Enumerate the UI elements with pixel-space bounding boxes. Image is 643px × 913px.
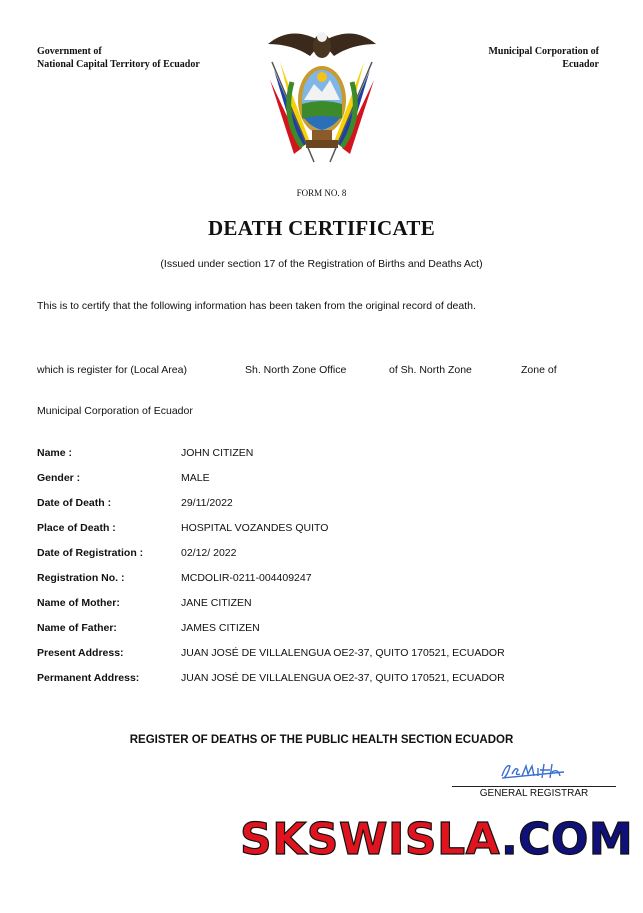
certify-text: This is to certify that the following information has been taken from the original record of death.	[37, 300, 476, 312]
field-label-gender: Gender :	[37, 472, 81, 484]
field-label-date-of-registration: Date of Registration :	[37, 547, 144, 559]
register-local-area: which is register for (Local Area)	[37, 364, 187, 376]
header-government-line1: Government of	[37, 46, 102, 57]
field-label-registration-no: Registration No. :	[37, 572, 125, 584]
header-municipal-line2: Ecuador	[562, 59, 599, 70]
register-zone-office: Sh. North Zone Office	[245, 364, 347, 376]
field-value-date-of-death: 29/11/2022	[181, 497, 233, 509]
field-label-permanent-address: Permanent Address:	[37, 672, 140, 684]
general-registrar-label: GENERAL REGISTRAR	[479, 788, 589, 799]
field-value-permanent-address: JUAN JOSÉ DE VILLALENGUA OE2-37, QUITO 170521, ECUADOR	[181, 672, 505, 684]
header-government-line2: National Capital Territory of Ecuador	[37, 59, 200, 70]
form-number: FORM NO. 8	[296, 188, 347, 198]
field-value-name: JOHN CITIZEN	[181, 447, 254, 459]
watermark-text-red: SKSWISLA	[240, 814, 501, 865]
municipal-line: Municipal Corporation of Ecuador	[37, 405, 193, 417]
issued-under-text: (Issued under section 17 of the Registration of Births and Deaths Act)	[160, 258, 483, 270]
header-government	[37, 45, 200, 71]
certificate-title: DEATH CERTIFICATE	[207, 216, 436, 240]
signature-line	[452, 786, 616, 787]
registrar-signature	[498, 760, 570, 782]
field-label-date-of-death: Date of Death :	[37, 497, 112, 509]
header-municipal-line1: Municipal Corporation of	[488, 46, 599, 57]
field-value-name-of-mother: JANE CITIZEN	[181, 597, 252, 609]
field-label-name-of-father: Name of Father:	[37, 622, 117, 634]
field-value-present-address: JUAN JOSÉ DE VILLALENGUA OE2-37, QUITO 170521, ECUADOR	[181, 647, 505, 659]
field-label-present-address: Present Address:	[37, 647, 124, 659]
register-zone-of: Zone of	[521, 364, 557, 376]
field-value-date-of-registration: 02/12/ 2022	[181, 547, 237, 559]
field-label-name: Name :	[37, 447, 73, 459]
watermark-text-blue: .COM	[500, 814, 634, 865]
watermark-logo	[240, 814, 633, 865]
field-value-gender: MALE	[181, 472, 210, 484]
register-title: REGISTER OF DEATHS OF THE PUBLIC HEALTH SECTION ECUADOR	[129, 734, 514, 746]
register-north-zone: of Sh. North Zone	[389, 364, 472, 376]
field-label-place-of-death: Place of Death :	[37, 522, 116, 534]
field-value-place-of-death: HOSPITAL VOZANDES QUITO	[181, 522, 329, 534]
header-municipal	[488, 45, 599, 71]
field-value-name-of-father: JAMES CITIZEN	[181, 622, 260, 634]
field-value-registration-no: MCDOLIR-0211-004409247	[181, 572, 312, 584]
field-label-name-of-mother: Name of Mother:	[37, 597, 120, 609]
coat-of-arms-emblem	[262, 22, 382, 172]
